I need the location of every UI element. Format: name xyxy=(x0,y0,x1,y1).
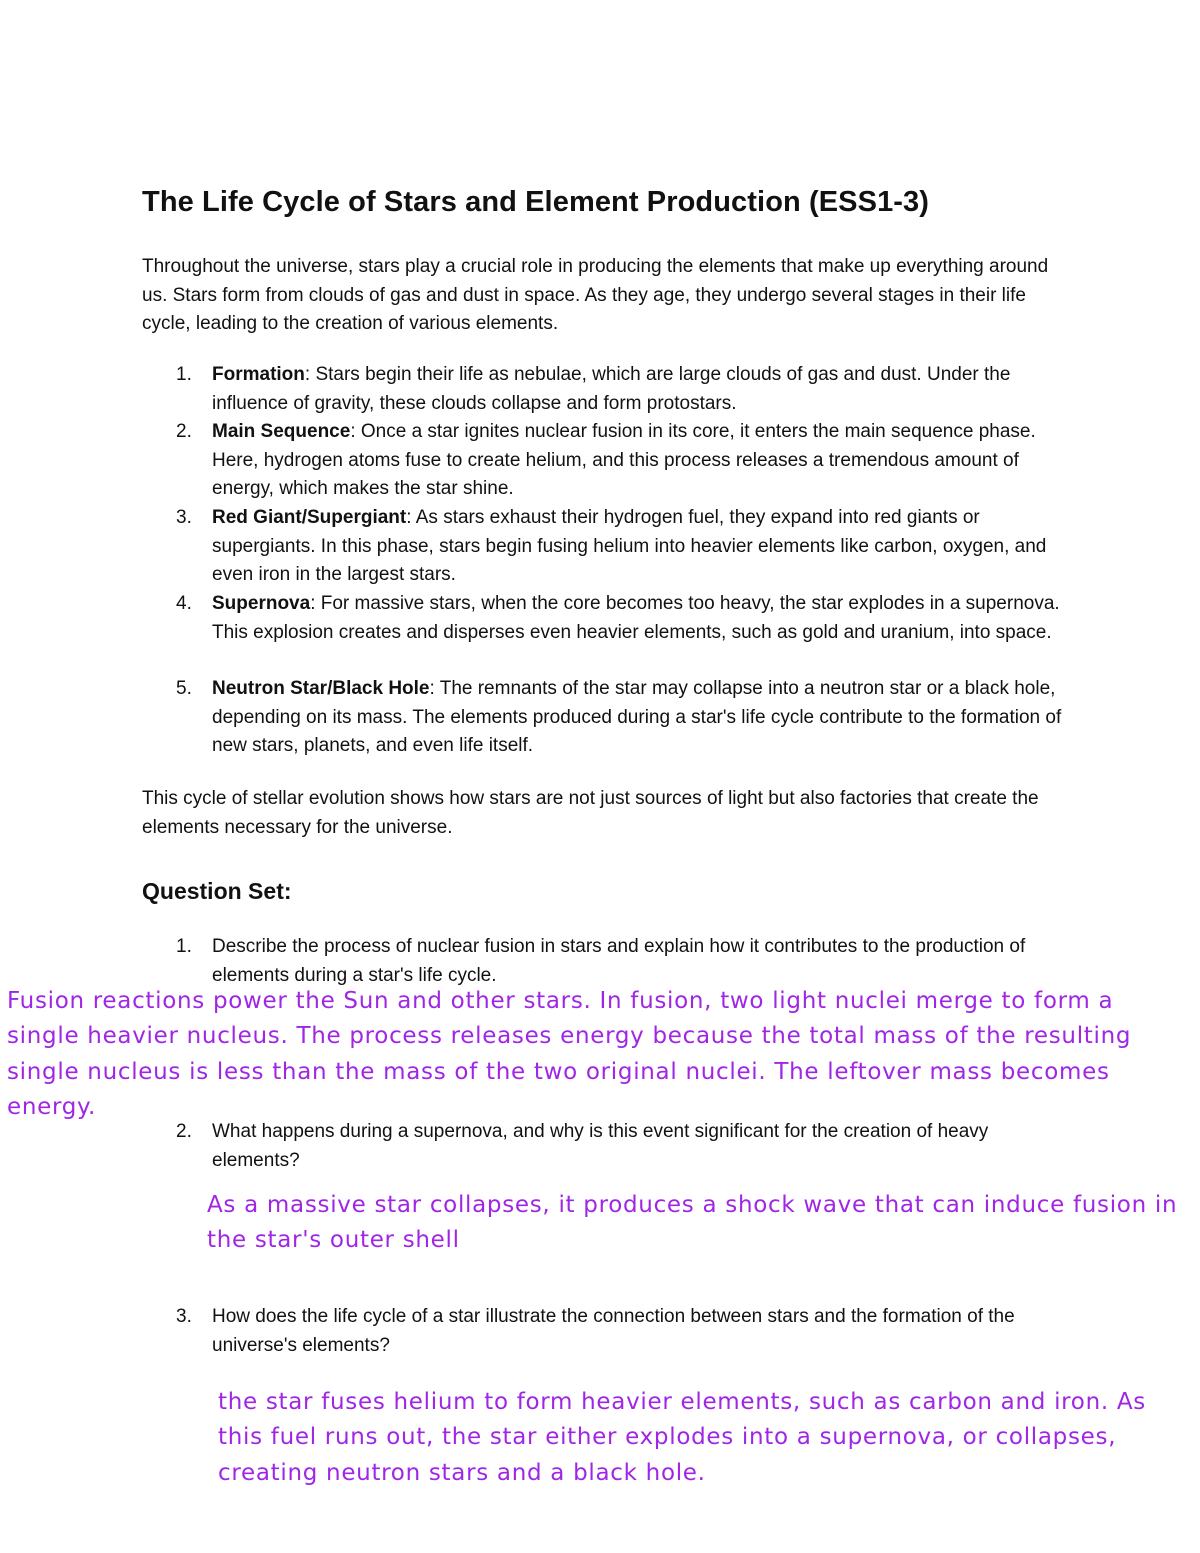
handwritten-answer-3: the star fuses helium to form heavier elements, such as carbon and iron. As this fuel runs out, the star either explodes into a supernova, or collapses, creating neutron stars and a black hole. xyxy=(218,1389,1146,1486)
question-item-3 xyxy=(176,1303,1076,1360)
stage-term: Main Sequence xyxy=(212,421,351,442)
question-number: 1. xyxy=(176,936,192,957)
stage-term: Red Giant/Supergiant xyxy=(212,507,407,528)
question-item-2 xyxy=(176,1118,1076,1175)
stage-number: 1. xyxy=(176,364,192,385)
stage-item-main-sequence xyxy=(176,418,1076,504)
stage-item-supernova xyxy=(176,590,1076,647)
stage-item-formation xyxy=(176,361,1076,418)
question-text: How does the life cycle of a star illustrate the connection between stars and the formation of the universe's elements? xyxy=(212,1306,1015,1356)
stage-term: Formation xyxy=(212,364,305,385)
question-number: 2. xyxy=(176,1121,192,1142)
stage-number: 3. xyxy=(176,507,192,528)
stage-text: : Stars begin their life as nebulae, which are large clouds of gas and dust. Under the influence of gravity, these clouds collapse and form protostars. xyxy=(212,364,1011,414)
handwritten-answer-2: As a massive star collapses, it produces a shock wave that can induce fusion in the star's outer shell xyxy=(207,1192,1178,1254)
stage-term: Neutron Star/Black Hole xyxy=(212,678,430,699)
stage-number: 2. xyxy=(176,421,192,442)
stage-text: : For massive stars, when the core becomes too heavy, the star explodes in a supernova. This explosion creates and disperses even heavier elements, such as gold and uranium, into space. xyxy=(212,593,1060,643)
stage-text: : The remnants of the star may collapse into a neutron star or a black hole, depending on its mass. The elements produced during a star's life cycle contribute to the formation of new stars, planets, and even life itself. xyxy=(212,678,1062,757)
stage-text: : As stars exhaust their hydrogen fuel, they expand into red giants or supergiants. In this phase, stars begin fusing helium into heavier elements like carbon, oxygen, and even iron in the largest stars. xyxy=(212,507,1047,586)
stage-item-neutron-star xyxy=(176,675,1076,761)
question-set-heading: Question Set: xyxy=(142,878,292,904)
stage-text: : Once a star ignites nuclear fusion in its core, it enters the main sequence phase. Here, hydrogen atoms fuse to create helium, and this process releases a tremendous amount of energy, which makes the star shine. xyxy=(212,421,1036,500)
conclusion-paragraph: This cycle of stellar evolution shows how stars are not just sources of light but also factories that create the elements necessary for the universe. xyxy=(142,788,1039,838)
intro-paragraph: Throughout the universe, stars play a crucial role in producing the elements that make up everything around us. Stars form from clouds of gas and dust in space. As they age, they undergo several stages in their life cycle, leading to the creation of various elements. xyxy=(142,256,1049,335)
question-text: Describe the process of nuclear fusion in stars and explain how it contributes to the production of elements during a star's life cycle. xyxy=(212,936,1026,986)
question-text: What happens during a supernova, and why is this event significant for the creation of heavy elements? xyxy=(212,1121,989,1171)
stage-number: 5. xyxy=(176,678,192,699)
stage-number: 4. xyxy=(176,593,192,614)
question-item-1 xyxy=(176,933,1076,990)
handwritten-answer-1: Fusion reactions power the Sun and other stars. In fusion, two light nuclei merge to form a single heavier nucleus. The process releases energy because the total mass of the resulting single nucleus is less than the mass of the two original nuclei. The leftover mass becomes energy. xyxy=(7,988,1132,1120)
stage-term: Supernova xyxy=(212,593,311,614)
page-title: The Life Cycle of Stars and Element Production (ESS1-3) xyxy=(142,186,930,218)
stage-item-red-giant xyxy=(176,504,1076,590)
question-number: 3. xyxy=(176,1306,192,1327)
